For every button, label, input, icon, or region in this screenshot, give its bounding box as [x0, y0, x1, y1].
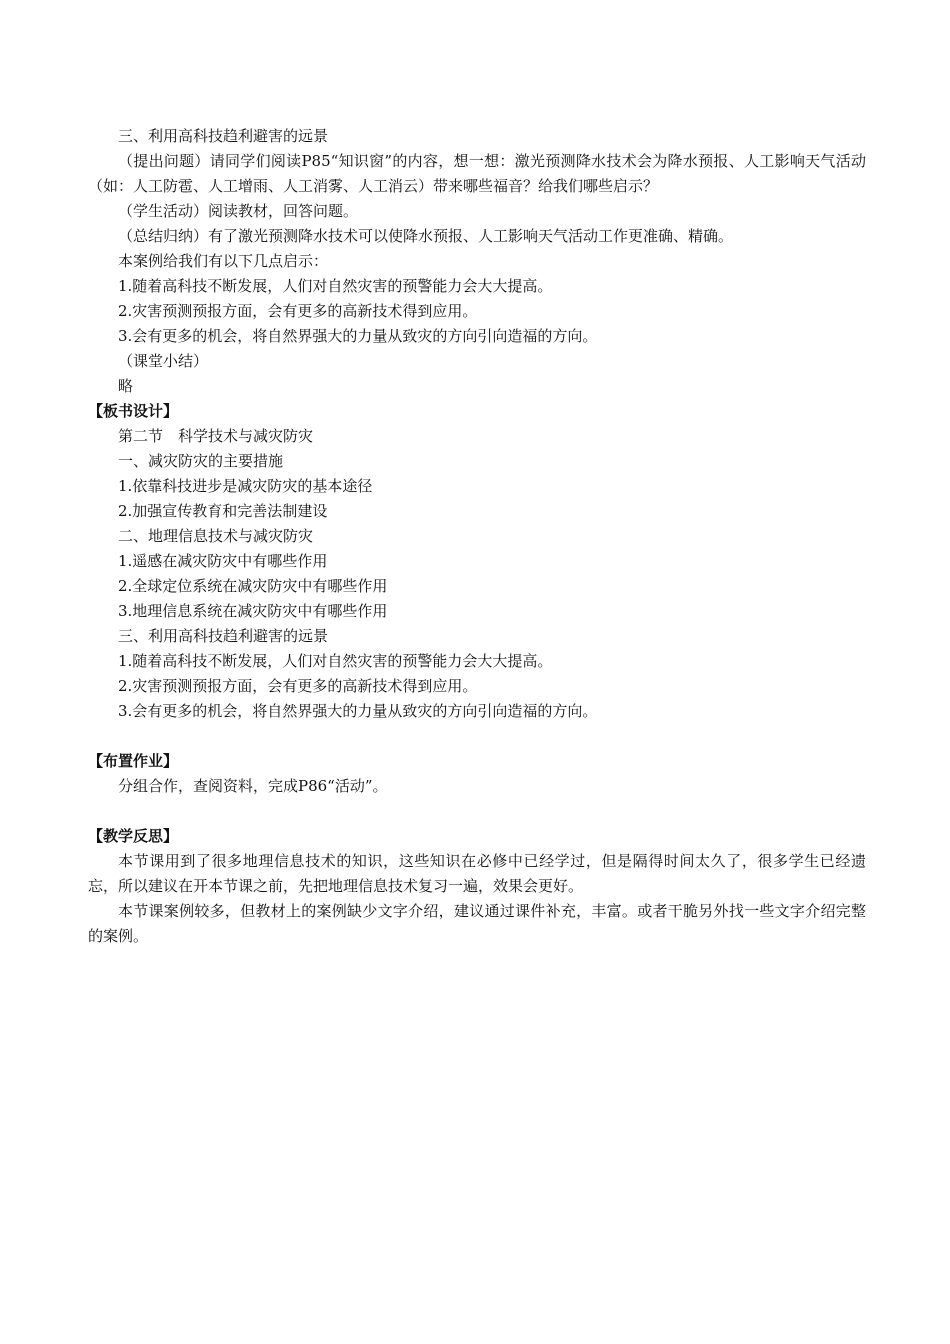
board-line: 一、减灾防灾的主要措施 [118, 452, 284, 470]
reflection-paragraph: 本节课案例较多，但教材上的案例缺少文字介绍，建议通过课件补充，丰富。或者干脆另外找一些文字介绍完整的案例。 [88, 902, 866, 945]
section3-point: 3.会有更多的机会，将自然界强大的力量从致灾的方向引向造福的方向。 [118, 327, 598, 345]
document-body [88, 124, 866, 949]
reflection-heading: 【教学反思】 [88, 827, 179, 845]
spacer [88, 799, 866, 824]
board-line: 二、地理信息技术与减灾防灾 [118, 527, 314, 545]
section3-point: 1.随着高科技不断发展，人们对自然灾害的预警能力会大大提高。 [118, 277, 553, 295]
class-summary-body: 略 [118, 377, 134, 395]
board-line: 2.灾害预测预报方面，会有更多的高新技术得到应用。 [118, 677, 478, 695]
spacer [88, 724, 866, 749]
board-line: 1.遥感在减灾防灾中有哪些作用 [118, 552, 328, 570]
reflection-paragraph: 本节课用到了很多地理信息技术的知识，这些知识在必修中已经学过，但是隔得时间太久了，很多学生已经遗忘，所以建议在开本节课之前，先把地理信息技术复习一遍，效果会更好。 [88, 852, 866, 895]
board-line: 3.地理信息系统在减灾防灾中有哪些作用 [118, 602, 388, 620]
section3-point: 2.灾害预测预报方面，会有更多的高新技术得到应用。 [118, 302, 478, 320]
board-line: 1.依靠科技进步是减灾防灾的基本途径 [118, 477, 373, 495]
section3-question: （提出问题）请同学们阅读P85“知识窗”的内容，想一想：激光预测降水技术会为降水预报、人工影响天气活动（如：人工防雹、人工增雨、人工消雾、人工消云）带来哪些福音？给我们哪些启示？ [88, 152, 866, 195]
board-line: 2.全球定位系统在减灾防灾中有哪些作用 [118, 577, 388, 595]
board-line: 第二节 科学技术与减灾防灾 [118, 427, 314, 445]
board-line: 2.加强宣传教育和完善法制建设 [118, 502, 328, 520]
class-summary-label: （课堂小结） [118, 352, 209, 370]
board-line: 三、利用高科技趋利避害的远景 [118, 627, 329, 645]
section3-activity: （学生活动）阅读教材，回答问题。 [118, 202, 359, 220]
board-line: 3.会有更多的机会，将自然界强大的力量从致灾的方向引向造福的方向。 [118, 702, 598, 720]
board-line: 1.随着高科技不断发展，人们对自然灾害的预警能力会大大提高。 [118, 652, 553, 670]
homework-heading: 【布置作业】 [88, 752, 179, 770]
board-heading: 【板书设计】 [88, 402, 179, 420]
homework-body: 分组合作，查阅资料，完成P86“活动”。 [118, 777, 388, 795]
section3-summary: （总结归纳）有了激光预测降水技术可以使降水预报、人工影响天气活动工作更准确、精确。 [118, 227, 734, 245]
section3-title: 三、利用高科技趋利避害的远景 [118, 127, 329, 145]
section3-intro: 本案例给我们有以下几点启示： [118, 252, 329, 270]
